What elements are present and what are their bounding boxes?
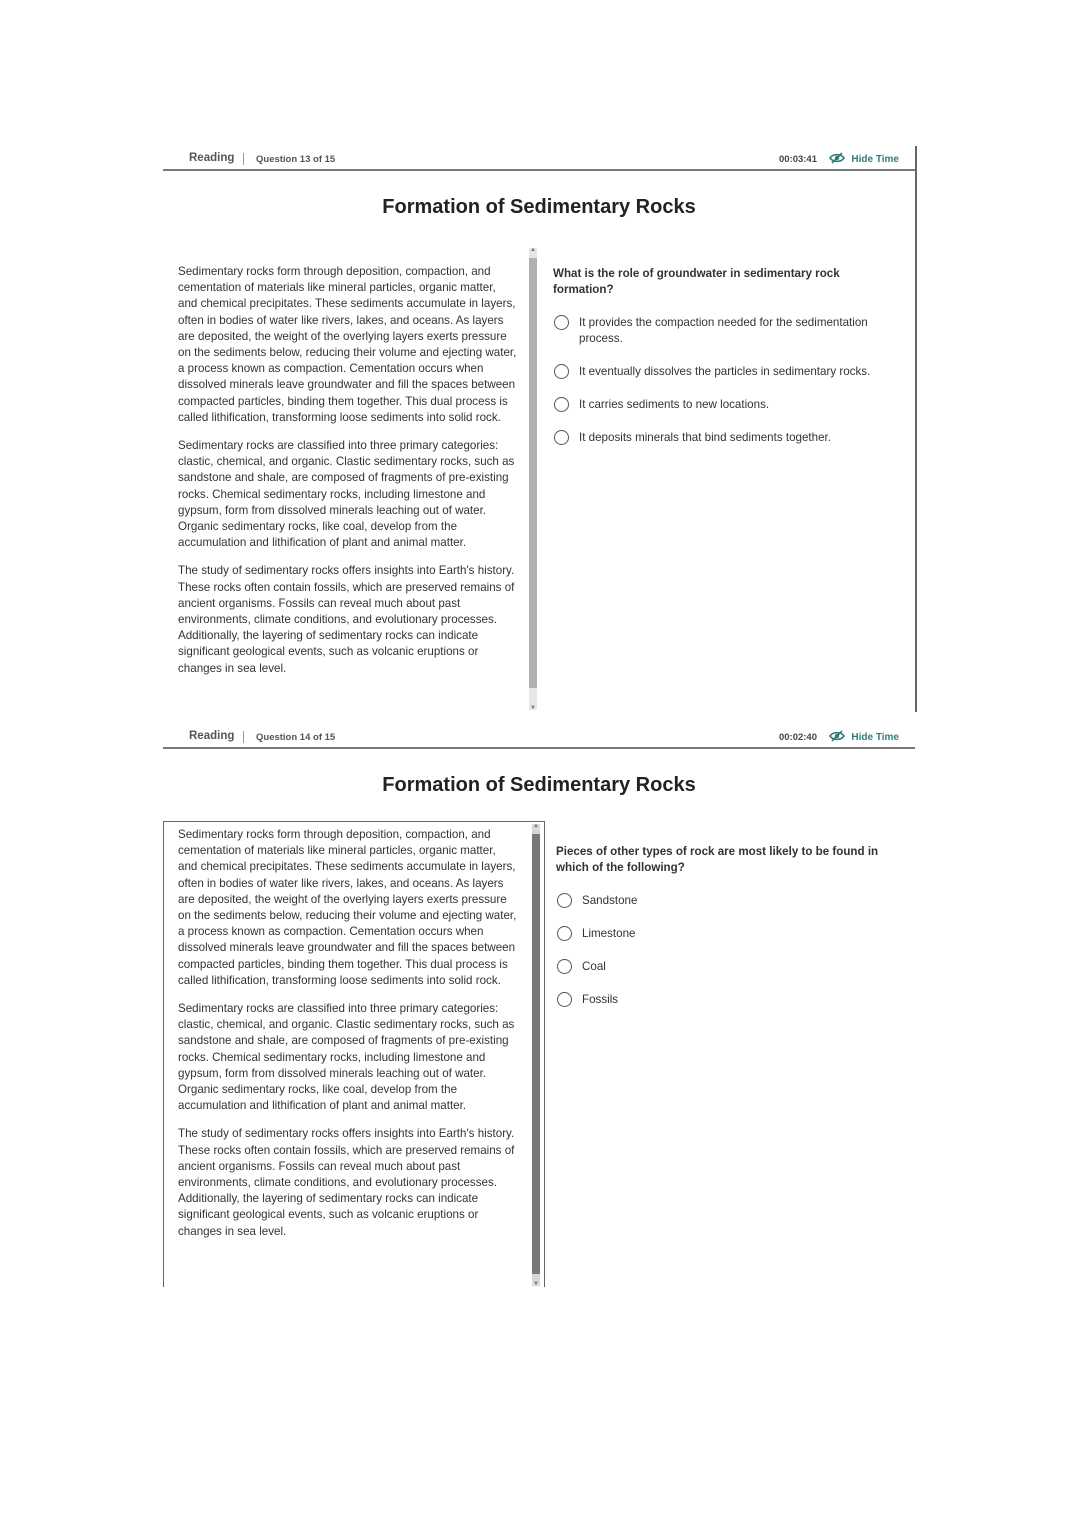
answer-option-label: It carries sediments to new locations.: [579, 398, 770, 411]
passage-title: Formation of Sedimentary Rocks: [382, 774, 696, 796]
answer-option[interactable]: [556, 992, 906, 1008]
header-divider: [243, 731, 244, 743]
question-counter: Question 14 of 15: [256, 732, 336, 743]
answer-option[interactable]: [553, 315, 903, 347]
radio-button[interactable]: [554, 364, 569, 379]
scroll-down-arrow[interactable]: ▼: [530, 705, 536, 711]
radio-button[interactable]: [557, 992, 572, 1007]
answer-option[interactable]: [553, 364, 903, 380]
question-counter: Question 13 of 15: [256, 154, 336, 165]
answer-option-label: It eventually dissolves the particles in sedimentary rocks.: [579, 365, 871, 378]
reading-passage: [178, 264, 518, 689]
passage-paragraph: The study of sedimentary rocks offers insights into Earth's history. These rocks often contain fossils, which are preserved remains of ancient organisms. Fossils can reveal much about past environments, climate conditions, and evolutionary processes. Additionally, the layering of sedimentary rocks can indicate significant geological events, such as volcanic eruptions or changes in sea level.: [178, 1127, 515, 1238]
answer-options: [553, 315, 903, 463]
timer: 00:02:40: [778, 732, 817, 743]
passage-paragraph: Sedimentary rocks form through deposition, compaction, and cementation of materials like mineral particles, organic matter, and chemical precipitates. These sediments accumulate in layers, often in bodies of water like rivers, lakes, and oceans. As layers are deposited, the weight of the overlying layers exerts pressure on the sediments below, reducing their volume and ejecting water, a process known as compaction. Cementation occurs when dissolved minerals leave groundwater and fill the spaces between compacted particles, binding them together. This dual process is called lithification, transforming loose sediments into solid rock.: [178, 265, 517, 424]
eye-slash-icon[interactable]: [829, 730, 845, 742]
radio-button[interactable]: [554, 430, 569, 445]
answer-option[interactable]: [553, 397, 903, 413]
answer-option-label: Limestone: [582, 927, 636, 940]
passage-paragraph: The study of sedimentary rocks offers insights into Earth's history. These rocks often contain fossils, which are preserved remains of ancient organisms. Fossils can reveal much about past environments, climate conditions, and evolutionary processes. Additionally, the layering of sedimentary rocks can indicate significant geological events, such as volcanic eruptions or changes in sea level.: [178, 564, 515, 675]
question-prompt: What is the role of groundwater in sedimentary rock formation?: [553, 267, 840, 296]
section-label: Reading: [189, 730, 235, 742]
passage-scrollbar[interactable]: [532, 824, 540, 1286]
scrollbar-thumb[interactable]: [532, 834, 540, 1274]
question-screen-13: [163, 146, 917, 712]
answer-option[interactable]: [556, 926, 906, 942]
answer-option-label: It provides the compaction needed for the sedimentation process.: [579, 316, 868, 345]
radio-button[interactable]: [554, 397, 569, 412]
scroll-down-arrow[interactable]: ▼: [533, 1281, 539, 1287]
header-divider: [243, 153, 244, 165]
radio-button[interactable]: [557, 926, 572, 941]
passage-paragraph: Sedimentary rocks are classified into three primary categories: clastic, chemical, and organic. Clastic sedimentary rocks, such as sandstone and shale, are composed of fragments of pre-existing rocks. Chemical sedimentary rocks, including limestone and gypsum, form from dissolved minerals leaching out of water. Organic sedimentary rocks, like coal, develop from the accumulation and lithification of plant and animal matter.: [178, 1002, 515, 1113]
passage-paragraph: Sedimentary rocks form through deposition, compaction, and cementation of materials like mineral particles, organic matter, and chemical precipitates. These sediments accumulate in layers, often in bodies of water like rivers, lakes, and oceans. As layers are deposited, the weight of the overlying layers exerts pressure on the sediments below, reducing their volume and ejecting water, a process known as compaction. Cementation occurs when dissolved minerals leave groundwater and fill the spaces between compacted particles, binding them together. This dual process is called lithification, transforming loose sediments into solid rock.: [178, 828, 517, 987]
passage-paragraph: Sedimentary rocks are classified into three primary categories: clastic, chemical, and organic. Clastic sedimentary rocks, such as sandstone and shale, are composed of fragments of pre-existing rocks. Chemical sedimentary rocks, including limestone and gypsum, form from dissolved minerals leaching out of water. Organic sedimentary rocks, like coal, develop from the accumulation and lithification of plant and animal matter.: [178, 439, 515, 550]
passage-scrollbar[interactable]: [529, 248, 537, 710]
top-bar: [163, 146, 915, 171]
reading-passage: [178, 827, 518, 1252]
answer-option-label: Coal: [582, 960, 606, 973]
eye-slash-icon[interactable]: [829, 152, 845, 164]
answer-options: [556, 893, 906, 1025]
top-bar: [163, 724, 915, 749]
timer: 00:03:41: [778, 154, 817, 165]
hide-time-button[interactable]: Hide Time: [851, 154, 899, 165]
section-label: Reading: [189, 152, 235, 164]
scrollbar-thumb[interactable]: [529, 258, 537, 688]
answer-option-label: Sandstone: [582, 894, 638, 907]
passage-title: Formation of Sedimentary Rocks: [382, 196, 696, 218]
answer-option-label: It deposits minerals that bind sediments together.: [579, 431, 831, 444]
scroll-up-arrow[interactable]: ▲: [533, 823, 539, 829]
radio-button[interactable]: [554, 315, 569, 330]
scroll-up-arrow[interactable]: ▲: [530, 247, 536, 253]
answer-option[interactable]: [556, 893, 906, 909]
question-prompt: Pieces of other types of rock are most likely to be found in which of the following?: [556, 845, 879, 874]
answer-option-label: Fossils: [582, 993, 619, 1006]
hide-time-button[interactable]: Hide Time: [851, 732, 899, 743]
answer-option[interactable]: [556, 959, 906, 975]
question-screen-14: [163, 724, 915, 1286]
radio-button[interactable]: [557, 893, 572, 908]
radio-button[interactable]: [557, 959, 572, 974]
answer-option[interactable]: [553, 430, 903, 446]
